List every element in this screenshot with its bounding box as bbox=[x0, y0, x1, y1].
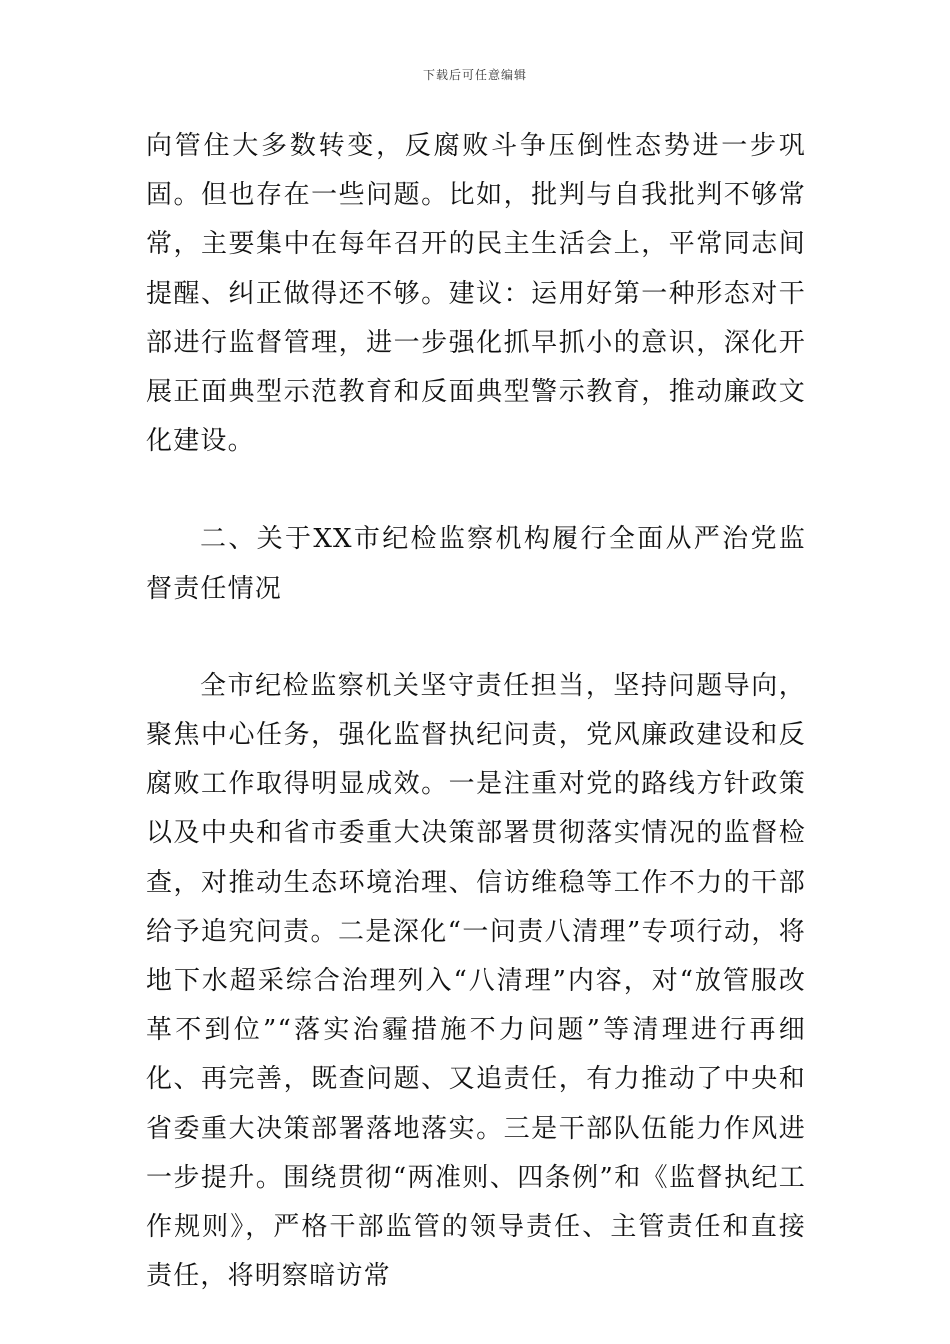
section-heading: 二、关于XX市纪检监察机构履行全面从严治党监督责任情况 bbox=[146, 524, 806, 604]
download-note: 下载后可任意编辑 bbox=[422, 68, 527, 82]
document-body bbox=[146, 122, 806, 1301]
paragraph-body: 全市纪检监察机关坚守责任担当，坚持问题导向，聚焦中心任务，强化监督执纪问责，党风廉政建设和反腐败工作取得明显成效。一是注重对党的路线方针政策以及中央和省市委重大决策部署贯彻落实情况的监督检查，对推动生态环境治理、信访维稳等工作不力的干部给予追究问责。二是深化“一问责八清理”专项行动，将地下水超采综合治理列入“八清理”内容，对“放管服改革不到位”“落实治霾措施不力问题”等清理进行再细化、再完善，既查问题、又追责任，有力推动了中央和省委重大决策部署落地落实。三是干部队伍能力作风进一步提升。围绕贯彻“两准则、四条例”和《监督执纪工作规则》，严格干部监管的领导责任、主管责任和直接责任，将明察暗访常 bbox=[146, 670, 806, 1292]
paragraph-continuation: 向管住大多数转变，反腐败斗争压倒性态势进一步巩固。但也存在一些问题。比如，批判与自我批判不够常常，主要集中在每年召开的民主生活会上，平常同志间提醒、纠正做得还不够。建议：运用好第一种形态对干部进行监督管理，进一步强化抓早抓小的意识，深化开展正面典型示范教育和反面典型警示教育，推动廉政文化建设。 bbox=[146, 131, 806, 457]
